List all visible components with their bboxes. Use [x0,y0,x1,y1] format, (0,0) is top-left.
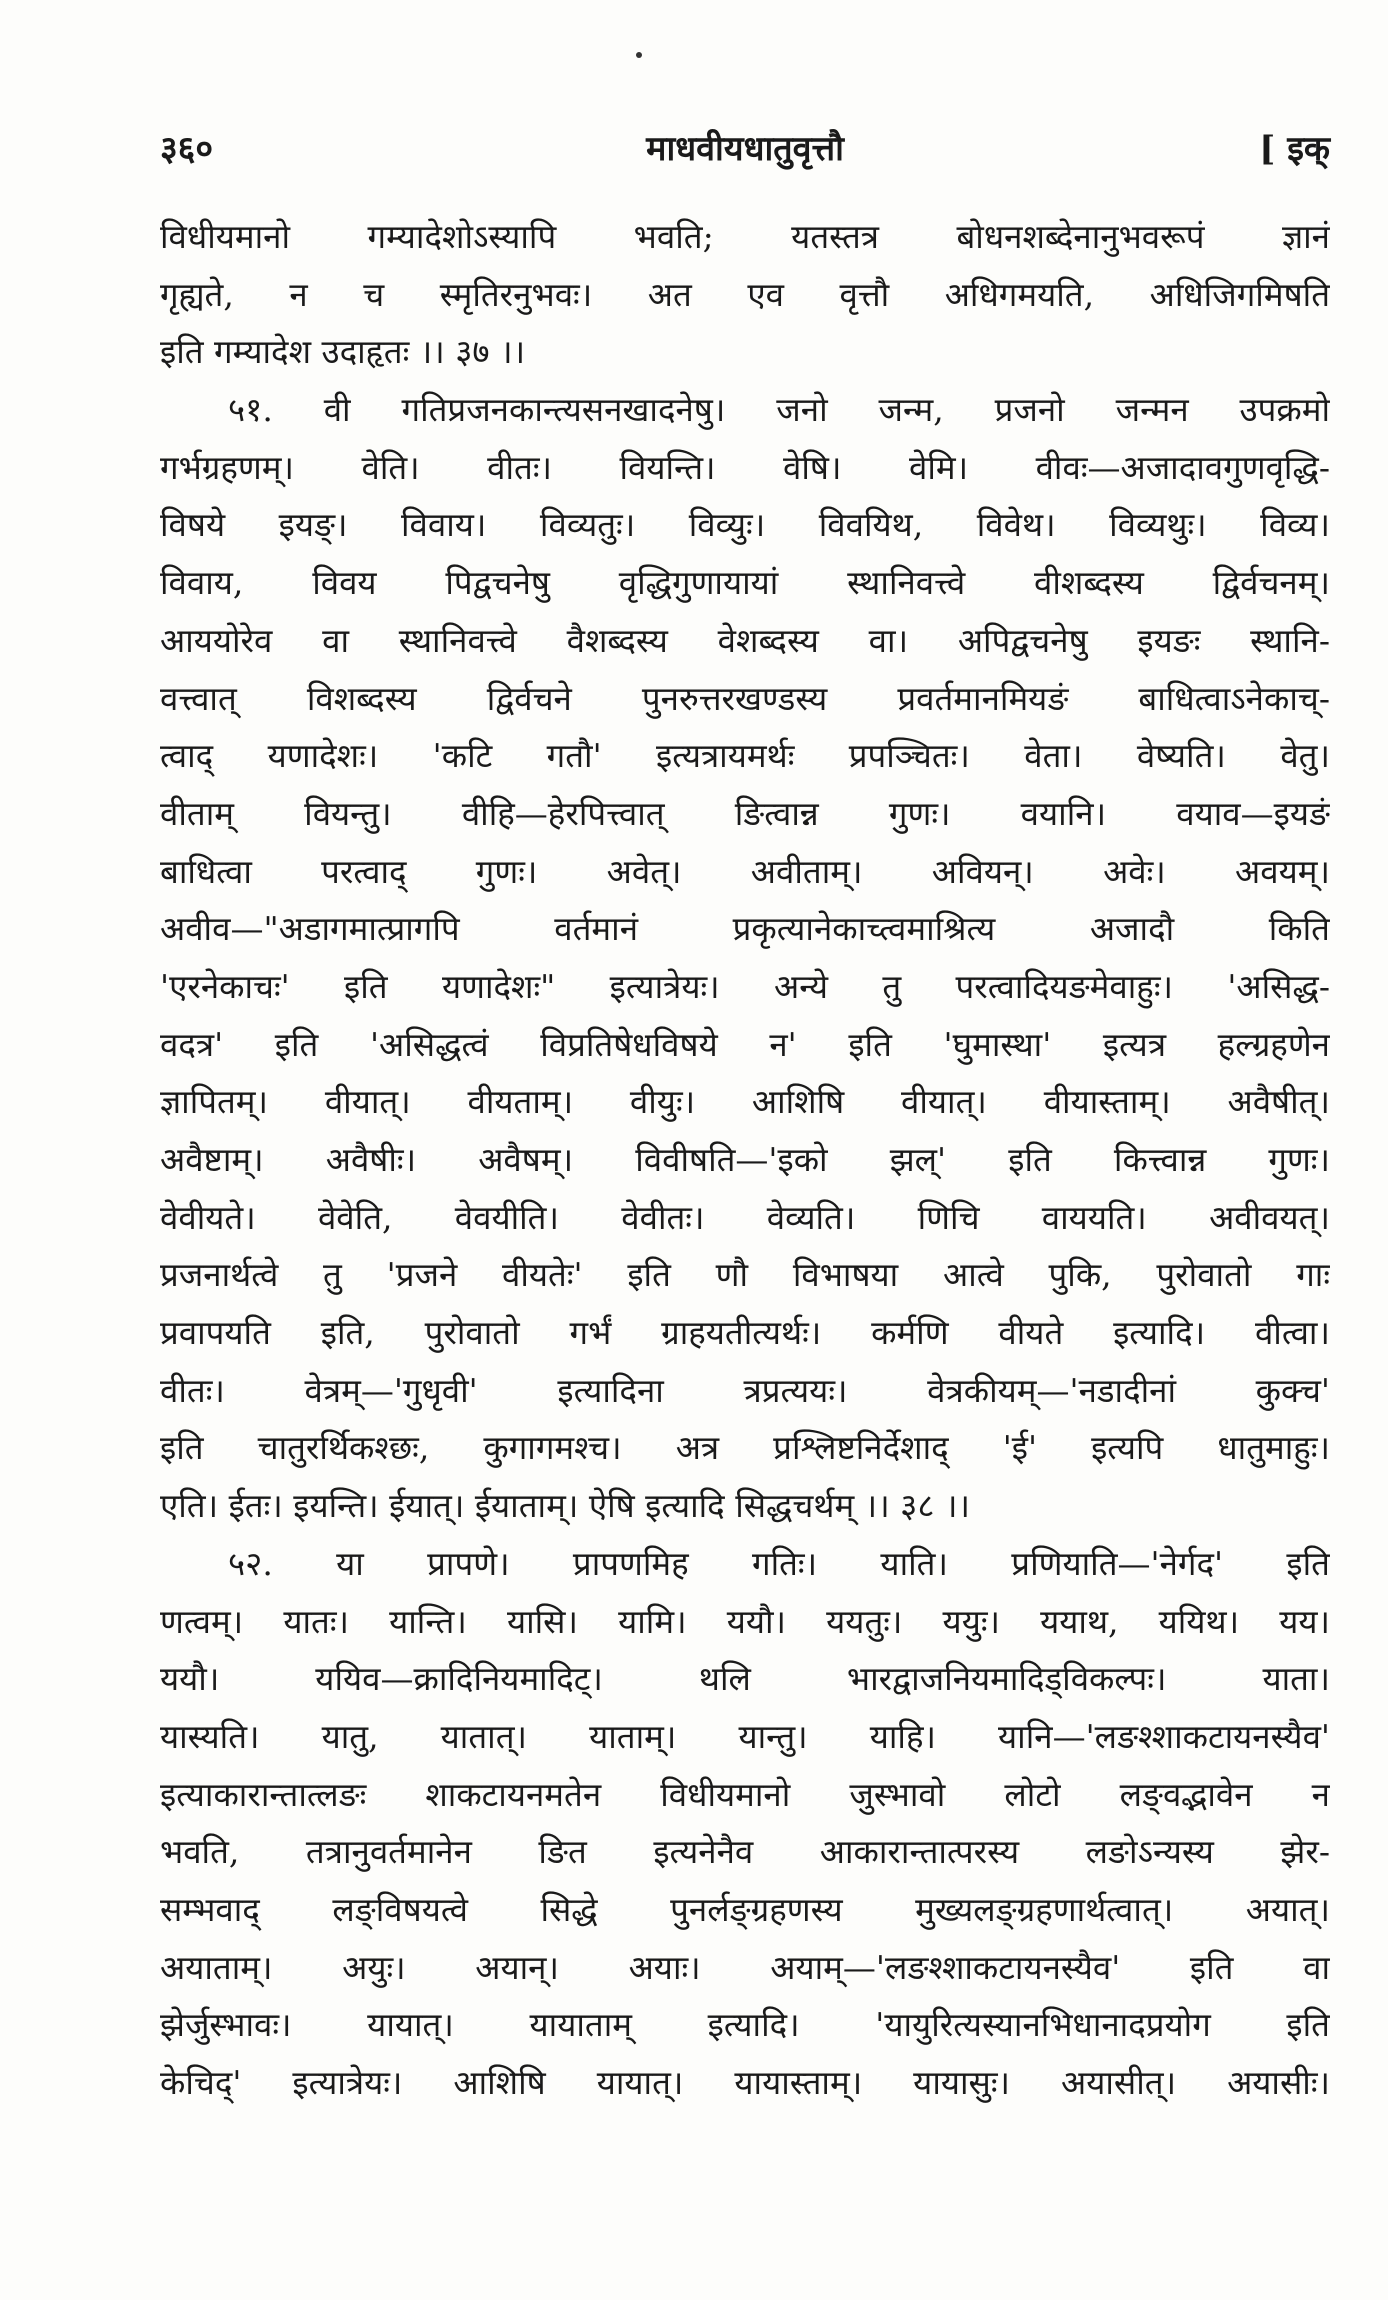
text-line: वीतः। वेत्रम्—'गुधृवी' इत्यादिना त्रप्रत्ययः। वेत्रकीयम्—'नडादीनां कुक्च' [160,1370,1330,1410]
page-body [160,208,1330,2169]
text-line: अवीव—"अडागमात्प्रागपि वर्तमानं प्रकृत्यानेकाच्त्वमाश्रित्य अजादौ किति [160,909,1330,949]
text-line [160,2112,1330,2170]
text-line: एति। ईतः। इयन्ति। ईयात्। ईयाताम्। ऐषि इत्यादि सिद्धचर्थम् ।। ३८ ।। [160,1486,971,1526]
text-line: आययोरेव वा स्थानिवत्त्वे वैशब्दस्य वेशब्दस्य वा। अपिद्वचनेषु इयङः स्थानि- [160,620,1330,660]
text-line: ज्ञापितम्। वीयात्। वीयताम्। वीयुः। आशिषि वीयात्। वीयास्ताम्। अवैषीत्। [160,1082,1330,1122]
text-line: विवाय, विवय पिद्वचनेषु वृद्धिगुणायायां स्थानिवत्त्वे वीशब्दस्य द्विर्वचनम्। [160,563,1330,603]
text-line: गर्भग्रहणम्। वेति। वीतः। वियन्ति। वेषि। वेमि। वीवः—अजादावगुणवृद्धि- [160,447,1330,487]
text-line: बाधित्वा परत्वाद् गुणः। अवेत्। अवीताम्। अवियन्। अवेः। अवयम्। [160,851,1330,891]
text-line: केचिद्' इत्यात्रेयः। आशिषि यायात्। यायास्ताम्। यायासुः। अयासीत्। अयासीः। [160,2063,1330,2102]
text-line: त्वाद् यणादेशः। 'कटि गतौ' इत्यत्रायमर्थः प्रपञ्चितः। वेता। वेष्यति। वेतु। [160,736,1330,776]
text-line: झेर्जुस्भावः। यायात्। यायाताम् इत्यादि। 'यायुरित्यस्यानभिधानादप्रयोग इति [160,2005,1330,2045]
text-line: ययौ। ययिव—क्रादिनियमादिट्। थलि भारद्वाजनियमादिड्विकल्पः। याता। [160,1659,1330,1699]
text-line: यास्यति। यातु, यातात्। याताम्। यान्तु। याहि। यानि—'लङश्शाकटायनस्यैव' [160,1716,1330,1756]
text-line: प्रवापयति इति, पुरोवातो गर्भं ग्राहयतीत्यर्थः। कर्मणि वीयते इत्यादि। वीत्वा। [160,1313,1330,1353]
page-header [160,118,1330,178]
text-line: वीताम् वियन्तु। वीहि—हेरपित्त्वात् ङित्वान्न गुणः। वयानि। वयाव—इयङं [160,793,1330,833]
text-line: विधीयमानो गम्यादेशोऽस्यापि भवति; यतस्तत्र बोधनशब्देनानुभवरूपं ज्ञानं [160,217,1330,256]
text-line: विषये इयङ्। विवाय। विव्यतुः। विव्युः। विवयिथ, विवेथ। विव्यथुः। विव्य। [160,505,1330,545]
text-line: गृह्यते, न च स्मृतिरनुभवः। अत एव वृत्तौ अधिगमयति, अधिजिगमिषति [160,274,1330,314]
text-line: अयाताम्। अयुः। अयान्। अयाः। अयाम्—'लङश्शाकटायनस्यैव' इति वा [160,1947,1330,1987]
text-line: सम्भवाद् लङ्विषयत्वे सिद्धे पुनर्लङ्ग्रहणस्य मुख्यलङ्ग्रहणार्थत्वात्। अयात्। [160,1889,1330,1929]
text-line: अवैष्टाम्। अवैषीः। अवैषम्। विवीषति—'इको झल्' इति कित्त्वान्न गुणः। [160,1140,1330,1179]
text-line: इति चातुरर्थिकश्छः, कुगागमश्च। अत्र प्रश्लिष्टनिर्देशाद् 'ई' इत्यपि धातुमाहुः। [160,1428,1330,1468]
section-marker: [ इक् [1259,129,1330,169]
text-line: प्रजनार्थत्वे तु 'प्रजने वीयतेः' इति णौ विभाषया आत्वे पुकि, पुरोवातो गाः [160,1255,1330,1295]
text-line: वत्त्वात् विशब्दस्य द्विर्वचने पुनरुत्तरखण्डस्य प्रवर्तमानमियङं बाधित्वाऽनेकाच्- [160,678,1330,718]
text-line: णत्वम्। यातः। यान्ति। यासि। यामि। ययौ। ययतुः। ययुः। ययाथ, ययिथ। यय। [160,1601,1330,1641]
text-line: 'एरनेकाचः' इति यणादेशः" इत्यात्रेयः। अन्ये तु परत्वादियङमेवाहुः। 'असिद्ध- [160,966,1330,1006]
text-line: वदत्र' इति 'असिद्धत्वं विप्रतिषेधविषये न' इति 'घुमास्था' इत्यत्र हल्ग्रहणेन [160,1024,1330,1064]
text-line: इत्याकारान्तात्लङः शाकटायनमतेन विधीयमानो जुस्भावो लोटो लङ्वद्भावेन न [160,1774,1330,1814]
page-number: ३६० [160,129,214,169]
print-mark [636,52,642,58]
text-line: भवति, तत्रानुवर्तमानेन ङित इत्यनेनैव आकारान्तात्परस्य लङोऽन्यस्य झेर- [160,1832,1330,1872]
text-line: इति गम्यादेश उदाहृतः ।। ३७ ।। [160,332,526,372]
text-line: ५२. या प्रापणे। प्रापणमिह गतिः। याति। प्रणियाति—'नेर्गद' इति [228,1543,1330,1583]
running-title: माधवीयधातुवृत्तौ [646,129,844,169]
text-line: ५१. वी गतिप्रजनकान्त्यसनखादनेषु। जनो जन्म, प्रजनो जन्मन उपक्रमो [228,390,1330,430]
text-line: वेवीयते। वेवेति, वेवयीति। वेवीतः। वेव्यति। णिचि वाययति। अवीवयत्। [160,1197,1330,1237]
